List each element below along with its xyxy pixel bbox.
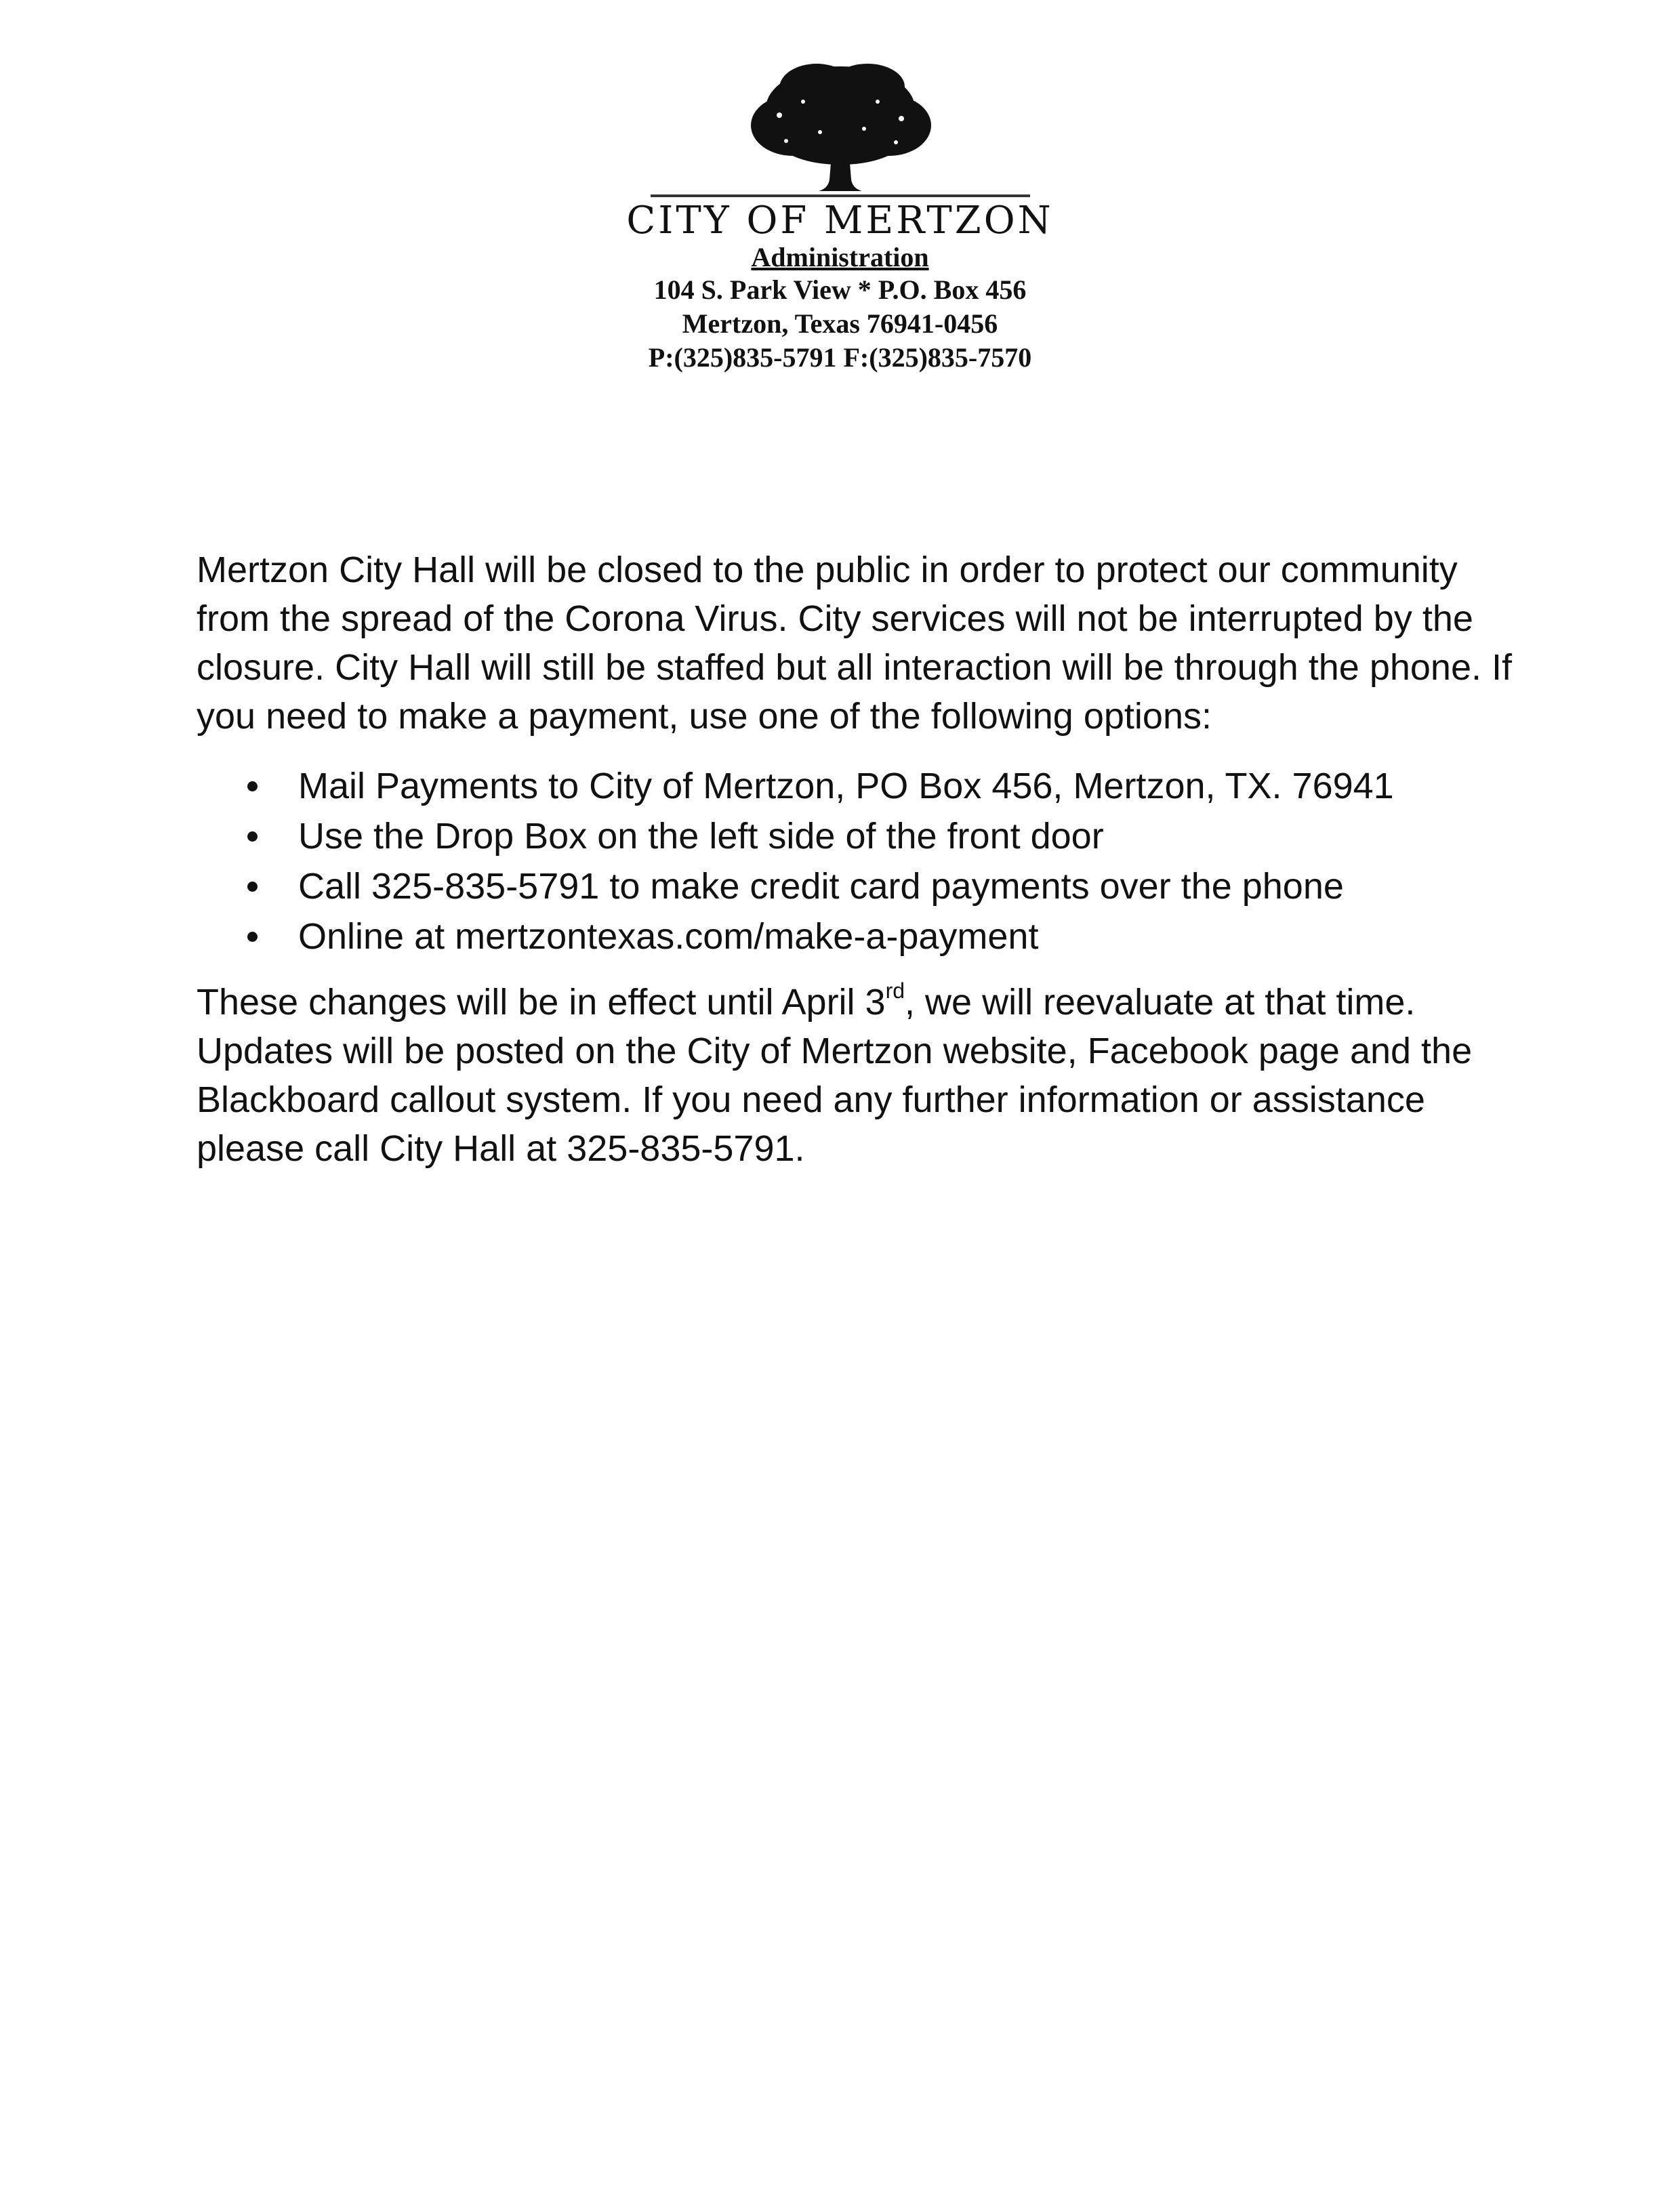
notice-body — [197, 545, 1525, 1173]
list-item-text: Call 325-835-5791 to make credit card payments over the phone — [298, 866, 1344, 907]
payment-options-list — [197, 761, 1525, 962]
intro-paragraph: Mertzon City Hall will be closed to the public in order to protect our community from the spread of the Corona Virus. City services will not be interrupted by the closure. City Hall will still be staffed but all interaction will be through the phone. If you need to make a payment, use one of the following options: — [197, 550, 1512, 737]
bullet-icon — [247, 781, 258, 791]
date-ordinal-suffix: rd — [885, 978, 905, 1003]
closing-text-end: , we will reevaluate at that time. Updates will be posted on the City of Mertzon website, Facebook page and the Blackboard callout system. If you need any further information or assistance please call City Hall at 325-835-5791. — [197, 982, 1473, 1169]
list-item — [197, 761, 1525, 811]
list-item-text: Use the Drop Box on the left side of the front door — [298, 816, 1104, 856]
list-item-text: Mail Payments to City of Mertzon, PO Box 456, Mertzon, TX. 76941 — [298, 766, 1394, 806]
letterhead — [0, 61, 1680, 375]
logo-divider — [651, 194, 1030, 197]
bullet-icon — [247, 882, 258, 892]
list-item-text: Online at mertzontexas.com/make-a-payment — [298, 916, 1039, 957]
list-item — [197, 861, 1525, 911]
list-item — [197, 911, 1525, 962]
oak-tree-icon — [739, 61, 942, 193]
list-item — [197, 811, 1525, 861]
bullet-icon — [247, 831, 258, 842]
phone-fax: P:(325)835-5791 F:(325)835-7570 — [648, 342, 1032, 373]
closing-text-start: These changes will be in effect until April 3 — [197, 982, 886, 1023]
city-state-zip: Mertzon, Texas 76941-0456 — [682, 308, 998, 339]
org-name: CITY OF MERTZON — [626, 199, 1054, 243]
street-address: 104 S. Park View * P.O. Box 456 — [653, 274, 1027, 305]
department-name: Administration — [751, 242, 929, 272]
bullet-icon — [247, 932, 258, 942]
closing-paragraph — [197, 978, 1525, 1173]
